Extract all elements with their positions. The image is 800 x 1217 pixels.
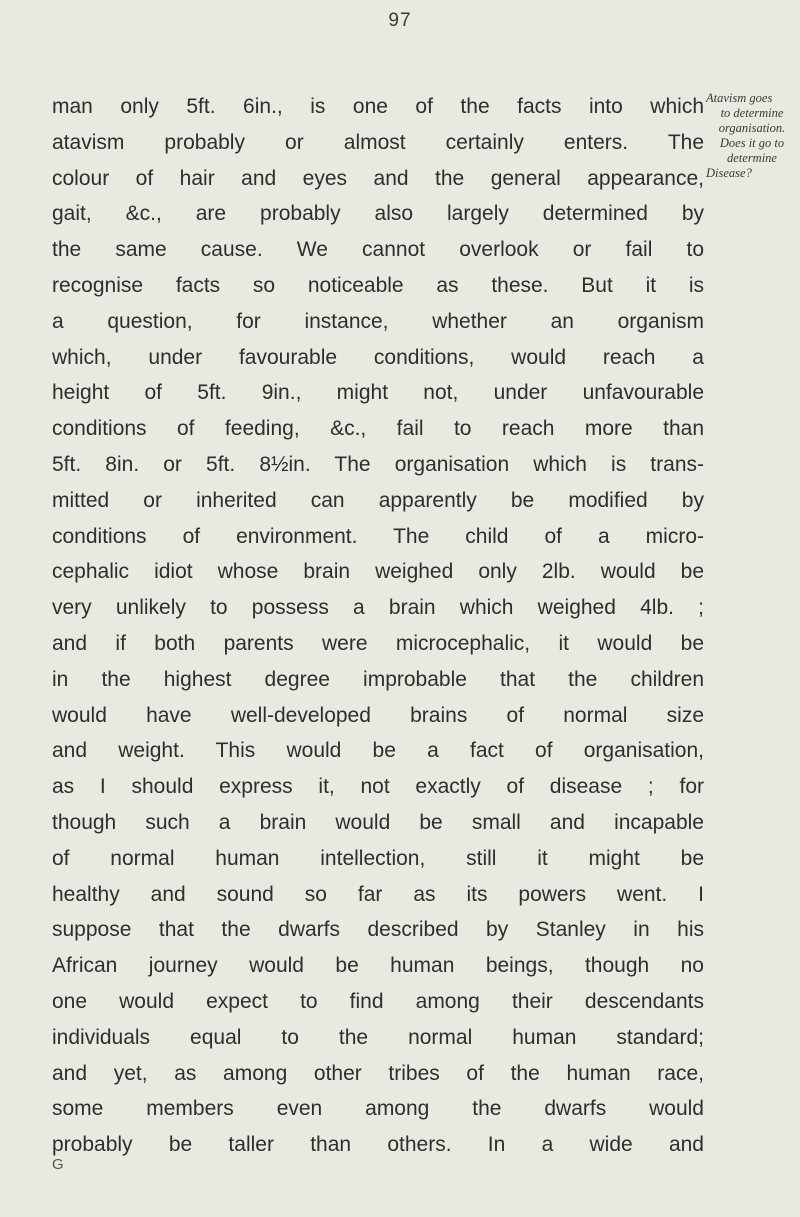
text-line: conditions of environment. The child of a micro-: [52, 524, 704, 548]
text-line: though such a brain would be small and incapable: [52, 810, 704, 834]
text-line: the same cause. We cannot overlook or fail to: [52, 238, 704, 262]
text-line: colour of hair and eyes and the general appearance,: [52, 166, 704, 190]
margin-notes: [706, 91, 798, 181]
text-line: in the highest degree improbable that the children: [52, 667, 704, 691]
margin-note-line: determine: [727, 151, 777, 165]
margin-note-line: Disease?: [706, 166, 752, 180]
text-line: man only 5ft. 6in., is one of the facts into which: [52, 95, 704, 118]
text-line: atavism probably or almost certainly enters. The: [52, 130, 704, 154]
text-line: mitted or inherited can apparently be modified by: [52, 488, 704, 512]
text-line: healthy and sound so far as its powers went. I: [52, 882, 704, 906]
margin-note-line: Does it go to: [719, 136, 785, 150]
margin-note-disease: [706, 136, 798, 181]
text-line: and yet, as among other tribes of the human race,: [52, 1061, 704, 1085]
text-line: of normal human intellection, still it might be: [52, 846, 704, 870]
page-number: 97: [388, 10, 412, 31]
text-line: some members even among the dwarfs would: [52, 1097, 704, 1121]
text-line: a question, for instance, whether an organism: [52, 309, 704, 333]
margin-note-line: Atavism goes: [706, 91, 773, 105]
text-line: would have well-developed brains of normal size: [52, 703, 704, 727]
text-line: which, under favourable conditions, would reach a: [52, 345, 704, 369]
text-line: as I should express it, not exactly of disease ; for: [52, 775, 704, 799]
body-text: [52, 89, 704, 1163]
text-line: and if both parents were microcephalic, it would be: [52, 631, 704, 655]
margin-note-atavism: [706, 91, 798, 136]
text-line: gait, &c., are probably also largely determined by: [52, 202, 704, 226]
text-line: suppose that the dwarfs described by Stanley in his: [52, 918, 704, 942]
text-line: cephalic idiot whose brain weighed only 2lb. would be: [52, 560, 704, 584]
text-line: individuals equal to the normal human standard;: [52, 1025, 704, 1049]
text-line: African journey would be human beings, though no: [52, 954, 704, 978]
text-line: recognise facts so noticeable as these. But it is: [52, 273, 704, 297]
text-line: and weight. This would be a fact of organisation,: [52, 739, 704, 763]
signature-mark: G: [52, 1156, 64, 1173]
text-line: conditions of feeding, &c., fail to reach more than: [52, 417, 704, 441]
text-line: very unlikely to possess a brain which weighed 4lb. ;: [52, 596, 704, 620]
text-line: 5ft. 8in. or 5ft. 8½in. The organisation which is trans-: [52, 452, 704, 476]
margin-note-line: organisation.: [718, 121, 786, 135]
text-line: height of 5ft. 9in., might not, under unfavourable: [52, 381, 704, 405]
text-line: probably be taller than others. In a wide and: [52, 1133, 704, 1157]
margin-note-line: to determine: [720, 106, 784, 120]
text-line: one would expect to find among their descendants: [52, 989, 704, 1013]
